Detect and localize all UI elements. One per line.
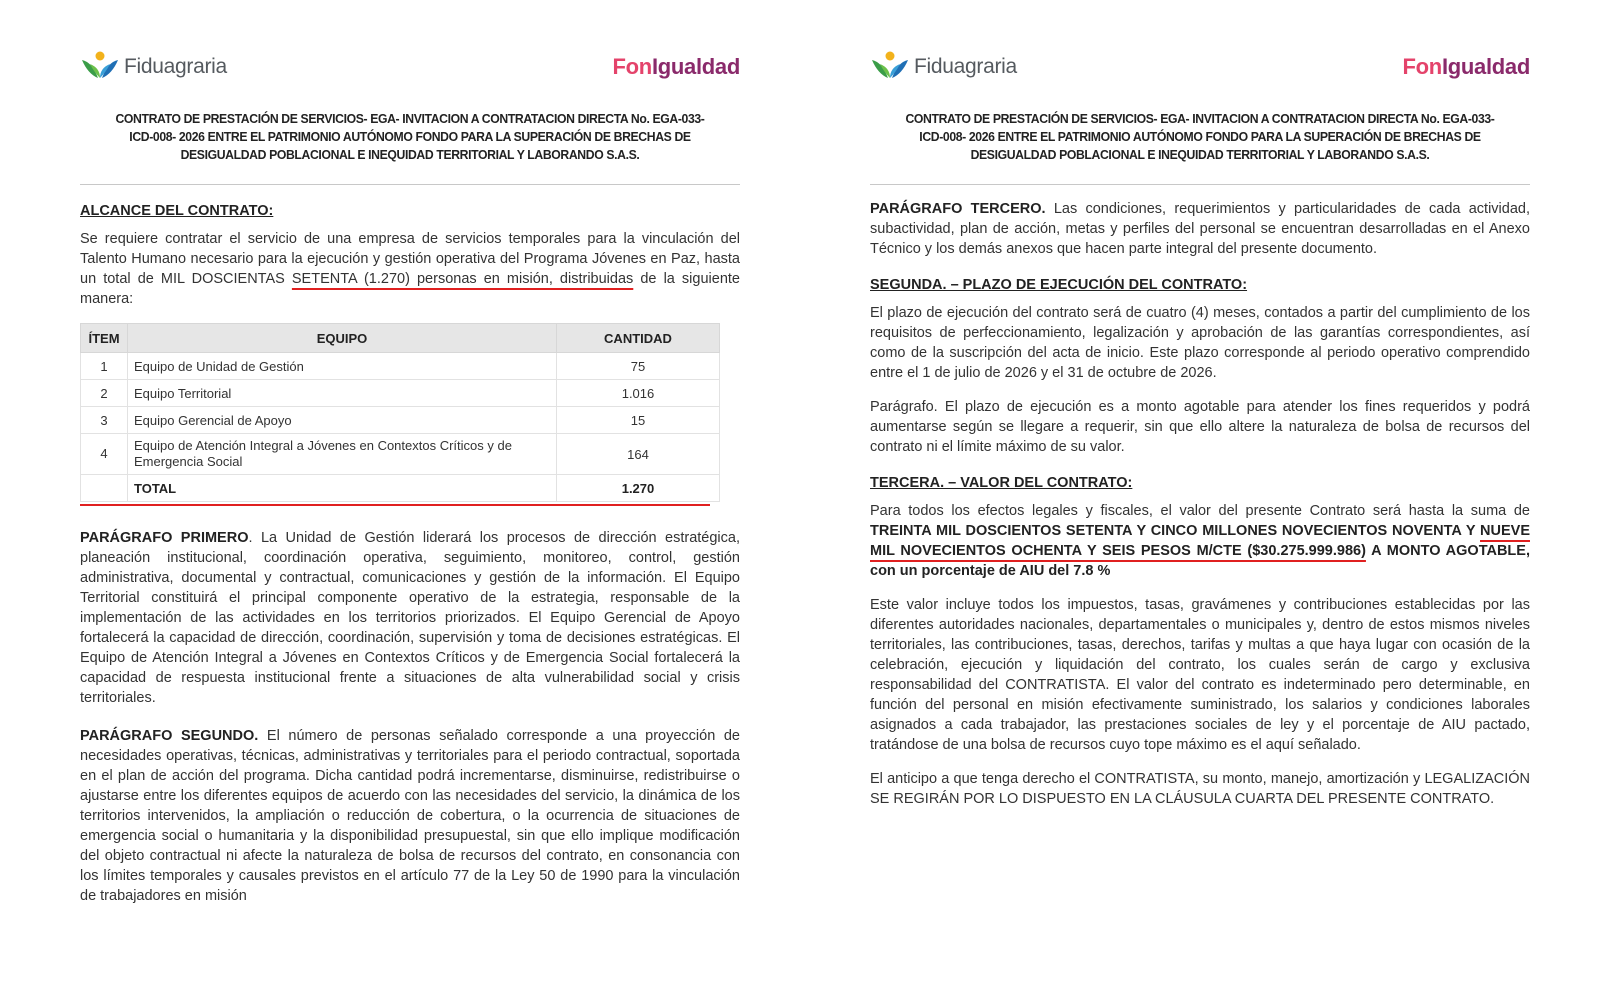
cell-item: 2 xyxy=(81,380,128,407)
contract-title-line-3: DESIGUALDAD POBLACIONAL E INEQUIDAD TERRITORIAL Y LABORANDO S.A.S. xyxy=(970,147,1430,162)
cell-cantidad: 1.016 xyxy=(557,380,720,407)
column-header-equipo: EQUIPO xyxy=(128,324,557,353)
fonigualdad-logo-part-b: Igualdad xyxy=(1441,54,1530,79)
paragrafo-primero-label: PARÁGRAFO PRIMERO xyxy=(80,530,249,546)
contract-title-line-1: CONTRATO DE PRESTACIÓN DE SERVICIOS- EGA- INVITACION A CONTRATACION DIRECTA No. EGA-033- xyxy=(115,111,705,126)
paragrafo-segundo xyxy=(80,726,740,906)
tercera-amount-end: A MONTO AGOTABLE, con un porcentaje de AIU del 7.8 % xyxy=(870,543,1530,579)
paragrafo-tercero-label: PARÁGRAFO TERCERO. xyxy=(870,201,1046,217)
contract-title xyxy=(870,110,1530,164)
tercera-amount-highlight: NUEVE MIL NOVECIENTOS OCHENTA Y SEIS PESOS M/CTE ($30.275.999.986) xyxy=(870,523,1530,559)
table-highlight-underline xyxy=(80,504,710,506)
contract-title-line-2: ICD-008- 2026 ENTRE EL PATRIMONIO AUTÓNOMO FONDO PARA LA SUPERACIÓN DE BRECHAS DE xyxy=(129,129,691,144)
table-row xyxy=(81,434,720,475)
contract-title-line-2: ICD-008- 2026 ENTRE EL PATRIMONIO AUTÓNOMO FONDO PARA LA SUPERACIÓN DE BRECHAS DE xyxy=(919,129,1481,144)
cell-equipo: Equipo de Atención Integral a Jóvenes en Contextos Críticos y de Emergencia Social xyxy=(128,434,557,475)
header-divider xyxy=(80,184,740,185)
fiduagraria-logo xyxy=(80,50,227,80)
fonigualdad-logo xyxy=(1403,54,1530,80)
document-page-right xyxy=(870,0,1530,809)
page-header xyxy=(870,50,1530,110)
table-row xyxy=(81,407,720,434)
tercera-text: Para todos los efectos legales y fiscales, el valor del presente Contrato será hasta la suma de xyxy=(870,503,1530,519)
fiduagraria-leaf-icon xyxy=(80,50,120,80)
alcance-highlight: SETENTA (1.270) personas en misión, distribuidas xyxy=(291,271,634,287)
alcance-heading: ALCANCE DEL CONTRATO: xyxy=(80,203,274,219)
tercera-paragraph-1 xyxy=(870,501,1530,581)
column-header-cantidad: CANTIDAD xyxy=(557,324,720,353)
fiduagraria-logo xyxy=(870,50,1017,80)
contract-title xyxy=(80,110,740,164)
paragrafo-primero-text: . La Unidad de Gestión liderará los procesos de dirección estratégica, planeación institucional, coordinación operativa, seguimiento, monitoreo, control, gestión administrativa, documental y contractual, comunicaciones y gestión de la información. El Equipo Territorial constituirá el principal componente operativo de la estrategia, responsable de la implementación de las actividades en los territorios priorizados. El Equipo Gerencial de Apoyo fortalecerá la capacidad de dirección, coordinación, supervisión y toma de decisiones estratégicas. El Equipo de Atención Integral a Jóvenes en Contextos Críticos y de Emergencia Social fortalecerá la capacidad de respuesta institucional frente a situaciones de alta vulnerabilidad social y crisis territoriales. xyxy=(80,530,740,706)
cell-cantidad: 75 xyxy=(557,353,720,380)
paragrafo-tercero-text: Las condiciones, requerimientos y particularidades de cada actividad, subactividad, plan de acción, metas y perfiles del personal se encuentran desarrolladas en el Anexo Técnico y los demás anexos que hacen parte integral del presente documento. xyxy=(870,201,1530,257)
total-label: TOTAL xyxy=(128,475,557,502)
cell-item-empty xyxy=(81,475,128,502)
column-header-item: ÍTEM xyxy=(81,324,128,353)
table-header-row xyxy=(81,324,720,353)
table-total-row xyxy=(81,475,720,502)
table-row xyxy=(81,380,720,407)
alcance-paragraph xyxy=(80,229,740,309)
paragrafo-tercero xyxy=(870,199,1530,259)
cell-item: 1 xyxy=(81,353,128,380)
paragrafo-primero xyxy=(80,528,740,708)
total-value: 1.270 xyxy=(557,475,720,502)
header-divider xyxy=(870,184,1530,185)
segunda-heading: SEGUNDA. – PLAZO DE EJECUCIÓN DEL CONTRATO: xyxy=(870,277,1248,293)
fiduagraria-wordmark: Fiduagraria xyxy=(914,55,1017,78)
fonigualdad-logo xyxy=(613,54,740,80)
alcance-text-end: de la siguiente manera: xyxy=(80,271,740,307)
tercera-amount-words: TREINTA MIL DOSCIENTOS SETENTA Y CINCO MILLONES NOVECIENTOS NOVENTA Y xyxy=(870,523,1481,539)
fonigualdad-logo-part-a: Fon xyxy=(612,54,652,79)
document-page-left xyxy=(80,0,740,906)
fiduagraria-wordmark: Fiduagraria xyxy=(124,55,227,78)
paragrafo-segundo-text: El número de personas señalado corresponde a una proyección de necesidades operativas, técnicas, administrativas y territoriales para el periodo contractual, soportada en el plan de acción del programa. Dicha cantidad podrá incrementarse, disminuirse, redistribuirse o ajustarse entre los diferentes equipos de acuerdo con las necesidades del servicio, la dinámica de los territorios intervenidos, la ampliación o reducción de cobertura, o la ocurrencia de situaciones de emergencia social o humanitaria y la disponibilidad presupuestal, sin que ello implique modificación del objeto contractual ni afecte la naturaleza de bolsa de recursos del contrato, en consonancia con los límites temporales y causales previstos en el artículo 77 de la Ley 50 de 1990 para la vinculación de trabajadores en misión xyxy=(80,728,740,904)
tercera-paragraph-3: El anticipo a que tenga derecho el CONTRATISTA, su monto, manejo, amortización y LEGALIZACIÓN SE REGIRÁN POR LO DISPUESTO EN LA CLÁUSULA CUARTA DEL PRESENTE CONTRATO. xyxy=(870,771,1530,807)
tercera-heading: TERCERA. – VALOR DEL CONTRATO: xyxy=(870,475,1133,491)
segunda-paragraph-1: El plazo de ejecución del contrato será de cuatro (4) meses, contados a partir del cumplimiento de los requisitos de perfeccionamiento, legalización y aprobación de las garantías correspondientes, así como de la suscripción del acta de inicio. Este plazo corresponde al periodo operativo comprendido entre el 1 de julio de 2026 y el 31 de octubre de 2026. xyxy=(870,305,1530,381)
alcance-text: Se requiere contratar el servicio de una empresa de servicios temporales para la vinculación del Talento Humano necesario para la ejecución y gestión operativa del Programa Jóvenes en Paz, hasta un total de MIL DOSCIENTAS xyxy=(80,231,740,287)
cell-item: 3 xyxy=(81,407,128,434)
cell-equipo: Equipo Territorial xyxy=(128,380,557,407)
page-header xyxy=(80,50,740,110)
tercera-paragraph-2: Este valor incluye todos los impuestos, tasas, gravámenes y contribuciones establecidas por las diferentes autoridades nacionales, departamentales o municipales y, dentro de estos mismos niveles territoriales, las contribuciones, tasas, derechos, tarifas y multas a que haya lugar con ocasión de la celebración, ejecución y liquidación del contrato, los cuales serán de cargo y exclusiva responsabilidad del CONTRATISTA. El valor del contrato es indeterminado pero determinable, en función del personal en misión efectivamente suministrado, los salarios y condiciones laborales asignados a cada trabajador, las prestaciones sociales de ley y el porcentaje de AIU pactado, tratándose de una bolsa de recursos cuyo tope máximo es el aquí señalado. xyxy=(870,597,1530,753)
fonigualdad-logo-part-a: Fon xyxy=(1402,54,1442,79)
cell-cantidad: 15 xyxy=(557,407,720,434)
cell-cantidad: 164 xyxy=(557,434,720,475)
fonigualdad-logo-part-b: Igualdad xyxy=(651,54,740,79)
cell-equipo: Equipo de Unidad de Gestión xyxy=(128,353,557,380)
contract-title-line-3: DESIGUALDAD POBLACIONAL E INEQUIDAD TERRITORIAL Y LABORANDO S.A.S. xyxy=(180,147,640,162)
cell-item: 4 xyxy=(81,434,128,475)
cell-equipo: Equipo Gerencial de Apoyo xyxy=(128,407,557,434)
contract-title-line-1: CONTRATO DE PRESTACIÓN DE SERVICIOS- EGA- INVITACION A CONTRATACION DIRECTA No. EGA-033- xyxy=(905,111,1495,126)
paragrafo-segundo-label: PARÁGRAFO SEGUNDO. xyxy=(80,728,259,744)
fiduagraria-leaf-icon xyxy=(870,50,910,80)
equipo-table xyxy=(80,323,720,502)
segunda-paragraph-2: Parágrafo. El plazo de ejecución es a monto agotable para atender los fines requeridos y podrá aumentarse según se llegare a requerir, sin que ello altere la naturaleza de bolsa de recursos del contrato ni el límite máximo de su valor. xyxy=(870,399,1530,455)
table-row xyxy=(81,353,720,380)
